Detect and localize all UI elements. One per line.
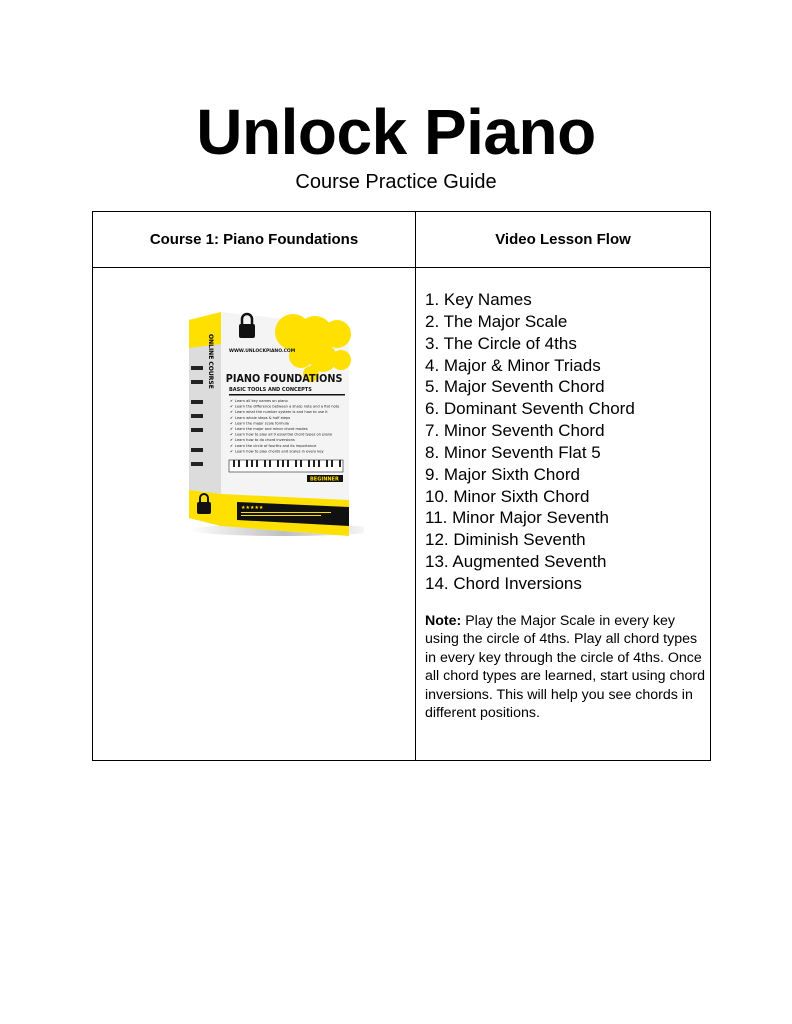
lesson-item: 6. Dominant Seventh Chord bbox=[425, 399, 635, 419]
checklist-item: Learn the circle of fourths and its importance bbox=[235, 443, 317, 448]
checklist-item: Learn how to play all 9 essential chord types on piano bbox=[235, 432, 333, 437]
product-tagline: BASIC TOOLS AND CONCEPTS bbox=[229, 387, 312, 393]
checkmark-icon: ✔ bbox=[230, 449, 234, 454]
lesson-item: 2. The Major Scale bbox=[425, 311, 568, 331]
lesson-item: 12. Diminish Seventh bbox=[425, 530, 586, 550]
lesson-list bbox=[425, 289, 705, 595]
checkmark-icon: ✔ bbox=[230, 438, 234, 443]
column-divider bbox=[415, 212, 416, 760]
spine-label: ONLINE COURSE bbox=[207, 334, 214, 389]
checkmark-icon: ✔ bbox=[230, 421, 234, 426]
page-subtitle: Course Practice Guide bbox=[295, 171, 497, 193]
checkmark-icon: ✔ bbox=[230, 410, 234, 415]
course-header: Course 1: Piano Foundations bbox=[149, 231, 359, 248]
lesson-item: 14. Chord Inversions bbox=[425, 573, 582, 593]
practice-note bbox=[425, 612, 709, 722]
checklist-item: Learn whole steps & half steps bbox=[235, 415, 291, 420]
page-title: Unlock Piano bbox=[196, 96, 596, 168]
level-badge: BEGINNER bbox=[310, 476, 339, 483]
lesson-item: 3. The Circle of 4ths bbox=[425, 333, 577, 353]
checklist-item: Learn how to play chords and scales in every key bbox=[235, 449, 324, 454]
course-table bbox=[92, 211, 711, 761]
checkmark-icon: ✔ bbox=[230, 432, 234, 437]
lesson-item: 13. Augmented Seventh bbox=[425, 552, 607, 572]
checklist-item: Learn the major and minor chord modes bbox=[235, 427, 308, 431]
checkmark-icon: ✔ bbox=[230, 427, 234, 431]
checklist-item: Learn the major scale formula bbox=[235, 421, 290, 426]
checklist-item: Learn how to do chord inversions bbox=[235, 438, 295, 443]
checkmark-icon: ✔ bbox=[230, 404, 234, 409]
checklist-item: Learn what the number system is and how to use it bbox=[235, 410, 328, 415]
course-product-box bbox=[189, 304, 364, 544]
checkmark-icon: ✔ bbox=[230, 399, 234, 403]
lesson-item: 5. Major Seventh Chord bbox=[425, 377, 605, 397]
lesson-item: 4. Major & Minor Triads bbox=[425, 355, 601, 375]
product-box-art bbox=[189, 304, 364, 544]
header-divider bbox=[93, 267, 710, 268]
lesson-item: 8. Minor Seventh Flat 5 bbox=[425, 442, 601, 462]
note-label: Note: bbox=[425, 613, 462, 629]
lesson-item: 7. Minor Seventh Chord bbox=[425, 421, 605, 441]
rating-stars: ★★★★★ bbox=[241, 505, 264, 511]
checkmark-icon: ✔ bbox=[230, 415, 234, 420]
lesson-item: 10. Minor Sixth Chord bbox=[425, 486, 590, 506]
lesson-item: 1. Key Names bbox=[425, 290, 532, 309]
product-name: PIANO FOUNDATIONS bbox=[225, 373, 343, 386]
lesson-item: 9. Major Sixth Chord bbox=[425, 464, 580, 484]
checkmark-icon: ✔ bbox=[230, 443, 234, 448]
site-url: WWW.UNLOCKPIANO.COM bbox=[229, 349, 296, 354]
lesson-item: 11. Minor Major Seventh bbox=[425, 508, 609, 528]
checklist-item: Learn all key names on piano bbox=[235, 399, 288, 403]
lesson-flow-header: Video Lesson Flow bbox=[495, 231, 631, 248]
checklist-item: Learn the difference between a sharp note and a flat note bbox=[235, 404, 340, 409]
note-text: Play the Major Scale in every key using the circle of 4ths. Play all chord types in every key through the circle of 4ths. Once all chord types are learned, start using chord inversions. This will help you see chords in different positions. bbox=[425, 613, 705, 722]
